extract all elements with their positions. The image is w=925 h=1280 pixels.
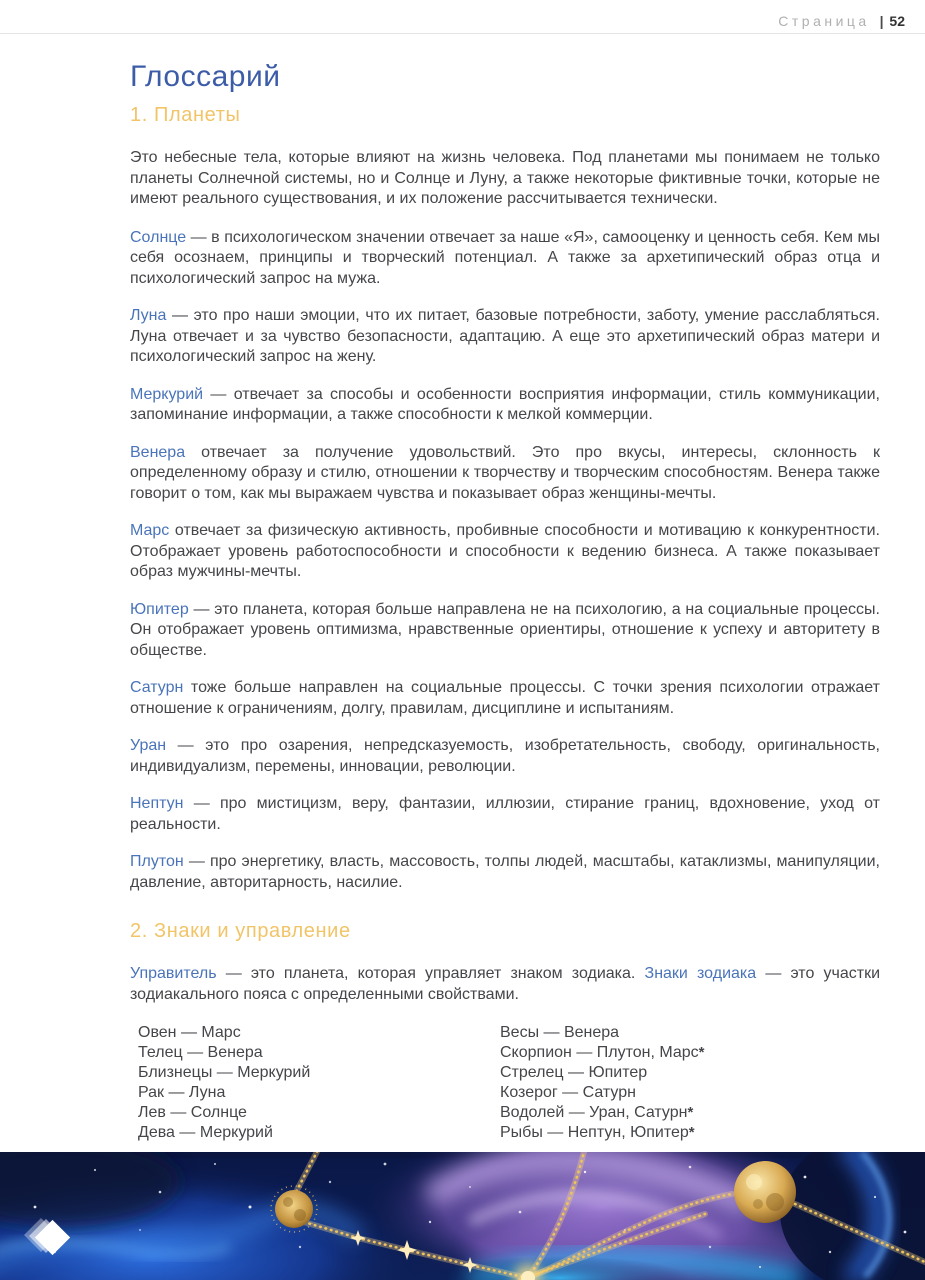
zodiac-item: Лев — Солнце — [138, 1104, 247, 1121]
zodiac-list-right — [500, 1023, 705, 1143]
zodiac-item-text: Скорпион — Плутон, Марс — [500, 1044, 699, 1061]
planet-term: Уран — [130, 737, 167, 754]
page-number-label: Страница — [778, 13, 870, 29]
planet-entries — [130, 228, 880, 894]
planet-entry — [130, 678, 880, 719]
zodiac-item: Дева — Меркурий — [138, 1124, 273, 1141]
planet-description: — отвечает за способы и особенности восприятия информации, стиль коммуникации, запоминание информации, а также способности к мелкой коммерции. — [130, 385, 880, 423]
zodiac-list-left — [138, 1023, 500, 1143]
footer-image — [0, 1152, 925, 1280]
planet-entry — [130, 521, 880, 583]
zodiac-item-text: Козерог — Сатурн — [500, 1084, 636, 1101]
planet-description: — это про наши эмоции, что их питает, базовые потребности, заботу, умение расслабляться. Луна отвечает и за чувство безопасности, адаптацию. А еще это архетипический образ матери и психологический запрос на жену. — [130, 307, 880, 365]
zodiac-item — [500, 1043, 705, 1063]
zodiac-item — [500, 1023, 705, 1043]
planet-entry — [130, 736, 880, 777]
zodiac-item: Близнецы — Меркурий — [138, 1064, 311, 1081]
page-number-value: 52 — [889, 13, 905, 29]
planet-description: — это планета, которая больше направлена не на психологию, а на социальные процессы. Он отображает уровень оптимизма, нравственные ориентиры, отношение к успеху и авторитету в обществе. — [130, 600, 880, 659]
planet-term: Венера — [130, 443, 186, 461]
zodiac-item — [500, 1063, 705, 1083]
planet-term: Солнце — [130, 228, 187, 246]
planet-description: — это про озарения, непредсказуемость, изобретательность, свободу, оригинальность, индивидуализм, перемены, инновации, революции. — [130, 737, 880, 775]
planet-term: Луна — [130, 307, 167, 324]
planet-description: тоже больше направлен на социальные процессы. С точки зрения психологии отражает отношение к ограничениям, долгу, правилам, дисциплине и испытаниям. — [130, 679, 880, 717]
planet-entry — [130, 852, 880, 893]
cosmic-constellation-art — [0, 1152, 925, 1280]
zodiac-item: Овен — Марс — [138, 1024, 241, 1041]
diamond-logo-icon — [16, 1200, 86, 1270]
planet-term: Марс — [130, 522, 170, 539]
asterisk-marker: * — [687, 1104, 694, 1121]
paragraph-text: — это планета, которая управляет знаком зодиака. — [216, 965, 645, 982]
planet-entry — [130, 228, 880, 290]
planet-entry — [130, 306, 880, 368]
page-title: Глоссарий — [130, 60, 281, 93]
zodiac-item — [500, 1083, 705, 1103]
zodiac-item-text: Водолей — Уран, Сатурн — [500, 1104, 688, 1121]
glossary-term: Знаки зодиака — [644, 965, 757, 982]
zodiac-item-text: Весы — Венера — [500, 1024, 620, 1041]
planet-entry — [130, 600, 880, 662]
zodiac-item: Телец — Венера — [138, 1044, 263, 1061]
planet-description: отвечает за получение удовольствий. Это про вкусы, интересы, склонность к определенному образу и стилю, отношении к творчеству и творческим способностям. Венера также говорит о том, как мы выражаем чувства и показывает образ женщины-мечты. — [130, 443, 880, 502]
document-content — [130, 60, 880, 1143]
planet-term: Сатурн — [130, 679, 184, 696]
page-header — [0, 0, 925, 34]
intro-paragraph: Это небесные тела, которые влияют на жизнь человека. Под планетами мы понимаем не только планеты Солнечной системы, но и Солнце и Луну, а также некоторые фиктивные точки, которые не имеют реального существования, и их положение рассчитывается технически. — [130, 149, 880, 207]
zodiac-item-text: Стрелец — Юпитер — [500, 1064, 648, 1081]
asterisk-marker: * — [688, 1124, 695, 1141]
zodiac-item — [500, 1103, 705, 1123]
ruler-paragraph — [130, 964, 880, 1005]
zodiac-item: Рак — Луна — [138, 1084, 226, 1101]
asterisk-marker: * — [698, 1044, 705, 1061]
zodiac-rulership-list — [138, 1023, 880, 1143]
planet-entry — [130, 385, 880, 426]
zodiac-item-text: Рыбы — Нептун, Юпитер — [500, 1124, 689, 1141]
gold-planet — [734, 1161, 796, 1223]
glossary-term: Управитель — [130, 965, 217, 982]
section-1-heading: 1. Планеты — [130, 104, 241, 126]
planet-term: Нептун — [130, 795, 184, 812]
diamond-logo — [16, 1200, 86, 1270]
planet-term: Юпитер — [130, 600, 189, 618]
planet-description: — про мистицизм, веру, фантазии, иллюзии, стирание границ, вдохновение, уход от реальности. — [130, 795, 880, 833]
page-number-indicator — [778, 13, 905, 29]
planet-entry — [130, 794, 880, 835]
zodiac-item — [500, 1123, 705, 1143]
planet-term: Плутон — [130, 853, 184, 870]
gold-sphere — [275, 1190, 313, 1228]
planet-description: — в психологическом значении отвечает за наше «Я», самооценку и ценность себя. Кем мы себя осознаем, принципы и творческий потенциал. А также за архетипический образ отца и психологический запрос на мужа. — [130, 228, 880, 287]
paragraph-text: — это участки зодиакального пояса с определенными свойствами. — [130, 965, 881, 1003]
page-number-separator: | — [879, 13, 884, 29]
planet-description: отвечает за физическую активность, пробивные способности и мотивацию к конкурентности. Отображает уровень работоспособности и способности к ведению бизнеса. А также показывает образ мужчины-мечты. — [130, 522, 880, 580]
planet-term: Меркурий — [130, 385, 204, 403]
planet-description: — про энергетику, власть, массовость, толпы людей, масштабы, катаклизмы, манипуляции, давление, авторитарность, насилие. — [130, 853, 880, 891]
planet-entry — [130, 443, 880, 505]
section-2-heading: 2. Знаки и управление — [130, 920, 351, 942]
